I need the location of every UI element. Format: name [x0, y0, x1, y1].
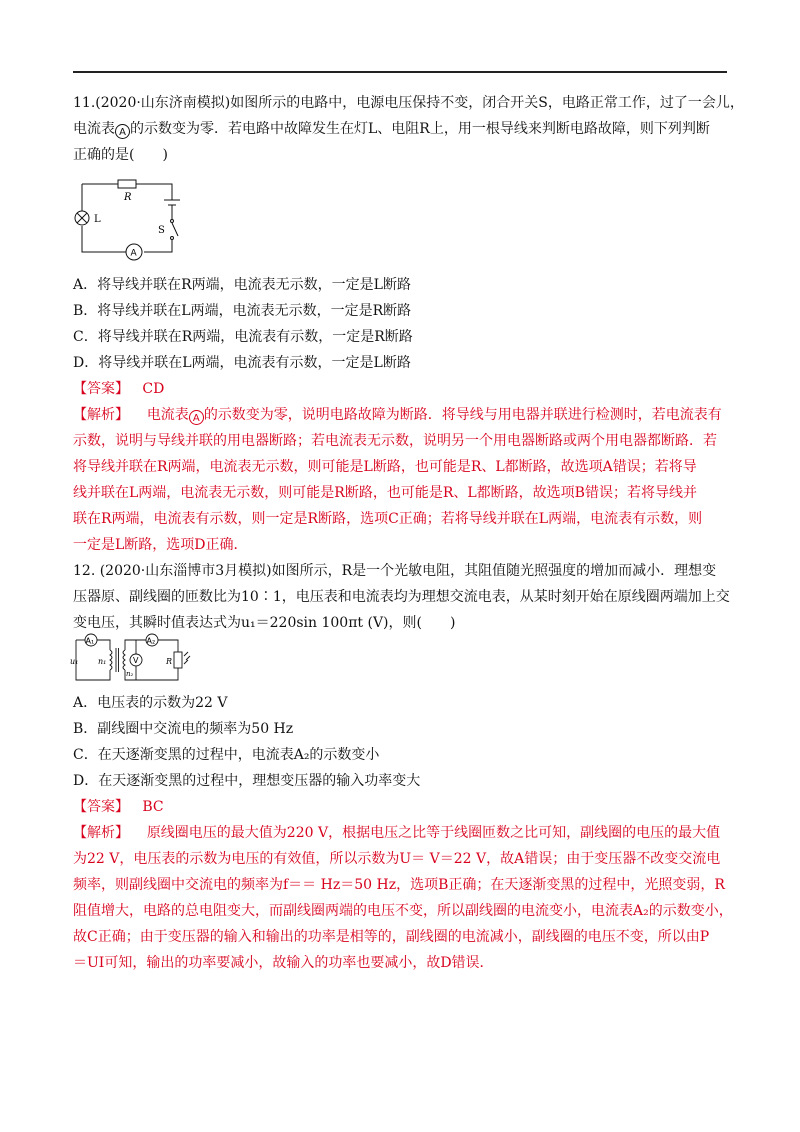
q12-option-d: D．在天逐渐变黑的过程中，理想变压器的输入功率变大	[73, 773, 421, 789]
q11-fig-r-label: R	[124, 192, 132, 203]
ammeter-symbol-analysis: A	[189, 410, 204, 425]
q11-analysis-line4: 线并联在L两端，电流表无示数，则可能是R断路，也可能是R、L都断路，故选项B错误；若将导线并	[73, 485, 697, 501]
q11-analysis-line6: 一定是L断路，选项D正确．	[73, 537, 248, 553]
q12-stem-line3: 变电压，其瞬时值表达式为u₁＝220sin 100πt (V)，则( )	[73, 615, 456, 631]
q12-answer: 【答案】 BC	[73, 799, 164, 815]
q12-fig-v-label: V	[133, 656, 139, 665]
q12-stem-line2: 压器原、副线圈的匝数比为10∶1，电压表和电流表均为理想交流电表，从某时刻开始在原线圈两端加上交	[73, 589, 730, 605]
q11-answer-value: CD	[142, 381, 165, 397]
q12-option-a: A．电压表的示数为22 V	[73, 695, 228, 711]
q11-option-c: C．将导线并联在R两端，电流表有示数，一定是R断路	[73, 329, 413, 345]
q11-fig-a-label: A	[130, 248, 137, 259]
q11-answer: 【答案】 CD	[73, 381, 165, 397]
q11-fig-s-label: S	[158, 225, 165, 236]
q12-analysis-line4: 阻值增大，电路的总电阻变大，而副线圈两端的电压不变，所以副线圈的电流变小，电流表A₂的示数变小，	[73, 903, 733, 919]
q12-analysis-line5: 故C正确；由于变压器的输入和输出的功率是相等的，副线圈的电流减小，副线圈的电压不变，所以由P	[73, 929, 710, 945]
q12-fig-n2-label: n₂	[126, 670, 134, 678]
q12-fig-u1-label: u₁	[70, 657, 79, 666]
q12-transformer-diagram	[70, 632, 194, 688]
q12-fig-a1-label: A₁	[85, 636, 95, 646]
q11-analysis-line2: 示数，说明与导线并联的用电器断路；若电流表无示数，说明另一个用电器断路或两个用电器都断路．若	[73, 433, 717, 449]
q12-analysis-line6: ＝UI可知，输出的功率要减小，故输入的功率也要减小，故D错误．	[73, 955, 494, 971]
q11-circuit-diagram	[74, 170, 190, 266]
q12-fig-a2-label: A₂	[146, 636, 156, 646]
q11-option-a: A．将导线并联在R两端，电流表无示数，一定是L断路	[73, 277, 411, 293]
q12-stem-line1: 12. (2020·山东淄博市3月模拟)如图所示，R是一个光敏电阻，其阻值随光照强度的增加而减小．理想变	[73, 563, 717, 579]
header-rule	[73, 71, 727, 73]
ammeter-symbol: A	[115, 124, 130, 139]
q11-analysis-line3: 将导线并联在R两端，电流表无示数，则可能是L断路，也可能是R、L都断路，故选项A错误；若将导	[73, 459, 697, 475]
q12-option-b: B．副线圈中交流电的频率为50 Hz	[73, 721, 294, 737]
q11-option-b: B．将导线并联在L两端，电流表无示数，一定是R断路	[73, 303, 412, 319]
q12-analysis-line2: 为22 V，电压表的示数为电压的有效值，所以示数为U＝ V＝22 V，故A错误；由于变压器不改变交流电	[73, 851, 721, 867]
q11-stem-line1: 11.(2020·山东济南模拟)如图所示的电路中，电源电压保持不变，闭合开关S，电路正常工作，过了一会儿，	[73, 95, 744, 111]
q11-analysis-line5: 联在R两端，电流表有示数，则一定是R断路，选项C正确；若将导线并联在L两端，电流表有示数，则	[73, 511, 703, 527]
q12-answer-value: BC	[142, 799, 164, 815]
q11-option-d: D．将导线并联在L两端，电流表有示数，一定是L断路	[73, 355, 411, 371]
q12-analysis-line1: 【解析】 原线圈电压的最大值为220 V，根据电压之比等于线圈匝数之比可知，副线圈的电压的最大值	[73, 825, 721, 841]
q11-fig-l-label: L	[94, 214, 101, 225]
q12-fig-r-label: R	[166, 657, 173, 666]
q12-option-c: C．在天逐渐变黑的过程中，电流表A₂的示数变小	[73, 747, 380, 763]
q12-analysis-line3: 频率，则副线圈中交流电的频率为f＝＝ Hz＝50 Hz，选项B正确；在天逐渐变黑的过程中，光照变弱，R	[73, 877, 725, 893]
q11-stem-line3: 正确的是( )	[73, 147, 168, 163]
q12-fig-n1-label: n₁	[98, 657, 107, 666]
q11-stem-line2: 电流表 A 的示数变为零．若电路中故障发生在灯L、电阻R上，用一根导线来判断电路故障，则下列判断	[73, 121, 710, 138]
q11-analysis-line1: 【解析】 电流表 A 的示数变为零，说明电路故障为断路．将导线与用电器并联进行检测时，若电流表有	[73, 407, 722, 424]
